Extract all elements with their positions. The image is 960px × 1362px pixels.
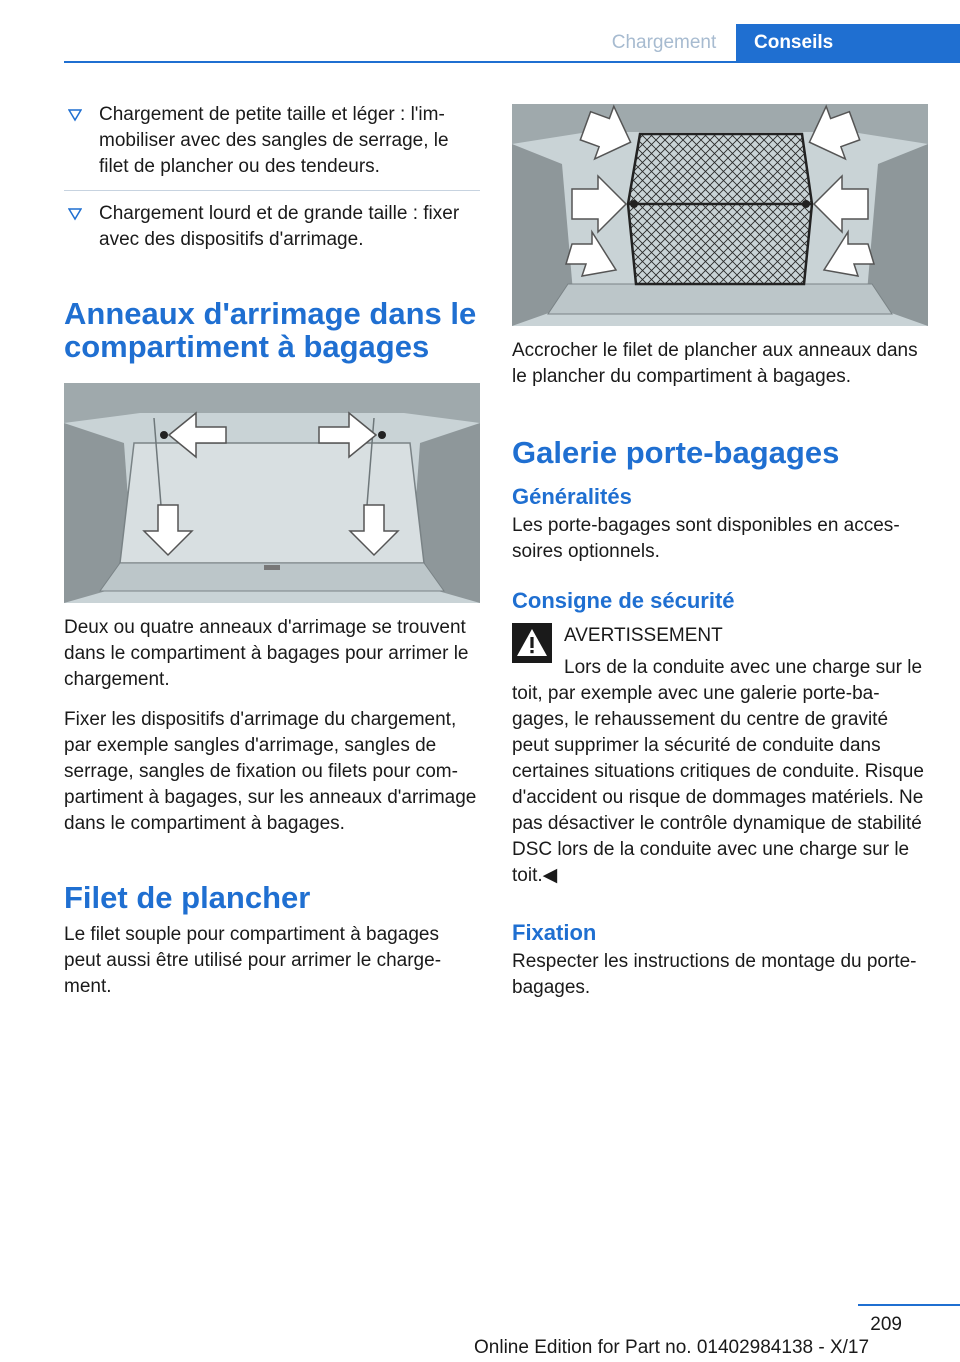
paragraph: Le filet souple pour compartiment à bagages peut aussi être utilisé pour arrimer le chargement. xyxy=(64,924,442,997)
warning-text: Lors de la conduite avec une charge sur le toit, par exemple avec une galerie porte-bagages, le rehaussement du centre de gravité peut supprimer la sécurité de conduite dans certaines situations critiques de conduite. Risque d'accident ou risque de dommages matériels. Ne pas désactiver le contrôle dynamique de stabilité DSC lors de la conduite avec une charge sur le toit.◀ xyxy=(512,657,924,886)
header-chapter-tab[interactable]: Conseils xyxy=(736,24,960,62)
heading-tie-down-rings: Anneaux d'arrimage dans le compartiment à bagages xyxy=(64,296,477,364)
heading-roof-rack: Galerie porte-bagages xyxy=(512,435,840,470)
heading-floor-net: Filet de plancher xyxy=(64,880,311,915)
warning-block xyxy=(512,623,928,889)
triangle-bullet-icon xyxy=(68,108,82,122)
triangle-bullet-icon xyxy=(68,207,82,221)
bullet-divider xyxy=(64,190,480,191)
page-number: 209 xyxy=(870,1314,902,1335)
bullet-item xyxy=(64,201,480,253)
warning-triangle-icon xyxy=(512,623,552,663)
right-column xyxy=(512,100,928,1001)
left-column xyxy=(64,100,480,1000)
floor-net-photo xyxy=(512,104,928,326)
warning-title: AVERTISSEMENT xyxy=(564,625,723,646)
footer-rule xyxy=(858,1304,960,1306)
paragraph: Deux ou quatre anneaux d'arrimage se trouvent dans le compartiment à bagages pour arrimer le chargement. xyxy=(64,617,469,690)
paragraph: Fixer les dispositifs d'arrimage du chargement, par exemple sangles d'arrimage, sangles de serrage, sangles de fixation ou filets pour compartiment à bagages, sur les anneaux d'arrimage dans le compartiment à bagages. xyxy=(64,709,477,834)
bullet-text: Chargement de petite taille et léger : l'immobiliser avec des sangles de serrage, le filet de plancher ou des tendeurs. xyxy=(99,104,449,177)
edition-note: Online Edition for Part no. 01402984138 - X/17 xyxy=(474,1337,870,1358)
paragraph: Les porte-bagages sont disponibles en accessoires optionnels. xyxy=(512,515,900,562)
image-caption: Accrocher le filet de plancher aux anneaux dans le plancher du compartiment à bagages. xyxy=(512,340,918,387)
subheading-fixation: Fixation xyxy=(512,920,597,945)
subheading-safety: Consigne de sécurité xyxy=(512,588,735,613)
header-rule xyxy=(64,61,960,63)
bullet-text: Chargement lourd et de grande taille : fixer avec des dispositifs d'arrimage. xyxy=(99,203,460,250)
paragraph: Respecter les instructions de montage du porte-bagages. xyxy=(512,951,917,998)
subheading-general: Généralités xyxy=(512,484,632,509)
trunk-rings-photo xyxy=(64,383,480,603)
header-section-tab[interactable]: Chargement xyxy=(611,32,717,53)
bullet-item xyxy=(64,102,480,180)
